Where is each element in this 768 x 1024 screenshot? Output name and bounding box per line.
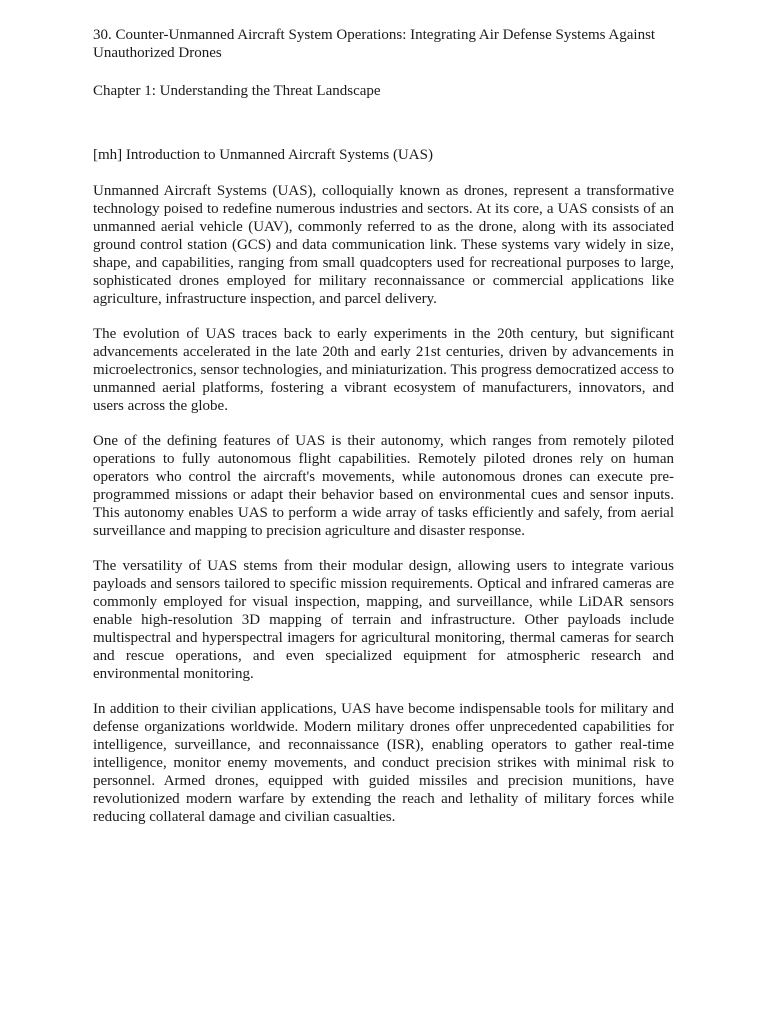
document-page xyxy=(93,26,674,843)
paragraph: One of the defining features of UAS is their autonomy, which ranges from remotely piloted operations to fully autonomous flight capabilities. Remotely piloted drones rely on human operators who control the aircraft's movements, while autonomous drones can execute pre-programmed missions or adapt their behavior based on environmental cues and sensor inputs. This autonomy enables UAS to perform a wide array of tasks efficiently and safely, from aerial surveillance and mapping to precision agriculture and disaster response. xyxy=(93,433,674,539)
paragraph: The versatility of UAS stems from their modular design, allowing users to integrate various payloads and sensors tailored to specific mission requirements. Optical and infrared cameras are commonly employed for visual inspection, mapping, and surveillance, while LiDAR sensors enable high-resolution 3D mapping of terrain and infrastructure. Other payloads include multispectral and hyperspectral imagers for agricultural monitoring, thermal cameras for search and rescue operations, and even specialized equipment for atmospheric research and environmental monitoring. xyxy=(93,558,674,682)
paragraph: In addition to their civilian applications, UAS have become indispensable tools for military and defense organizations worldwide. Modern military drones offer unprecedented capabilities for intelligence, surveillance, and reconnaissance (ISR), enabling operators to gather real-time intelligence, monitor enemy movements, and conduct precision strikes with minimal risk to personnel. Armed drones, equipped with guided missiles and precision munitions, have revolutionized modern warfare by extending the reach and lethality of military forces while reducing collateral damage and civilian casualties. xyxy=(93,701,674,825)
document-title: 30. Counter-Unmanned Aircraft System Operations: Integrating Air Defense Systems Against Unauthorized Drones xyxy=(93,27,656,61)
body-text xyxy=(93,182,674,826)
paragraph: Unmanned Aircraft Systems (UAS), colloquially known as drones, represent a transformative technology poised to redefine numerous industries and sectors. At its core, a UAS consists of an unmanned aerial vehicle (UAV), commonly referred to as the drone, along with its associated ground control station (GCS) and data communication link. These systems vary widely in size, shape, and capabilities, ranging from small quadcopters used for recreational purposes to large, sophisticated drones employed for military reconnaissance or commercial applications like agriculture, infrastructure inspection, and parcel delivery. xyxy=(93,183,674,307)
paragraph: The evolution of UAS traces back to early experiments in the 20th century, but significant advancements accelerated in the late 20th and early 21st centuries, driven by advancements in microelectronics, sensor technologies, and miniaturization. This progress democratized access to unmanned aerial platforms, fostering a vibrant ecosystem of manufacturers, innovators, and users across the globe. xyxy=(93,326,674,414)
section-heading: [mh] Introduction to Unmanned Aircraft Systems (UAS) xyxy=(93,147,433,163)
chapter-heading: Chapter 1: Understanding the Threat Landscape xyxy=(93,83,381,99)
